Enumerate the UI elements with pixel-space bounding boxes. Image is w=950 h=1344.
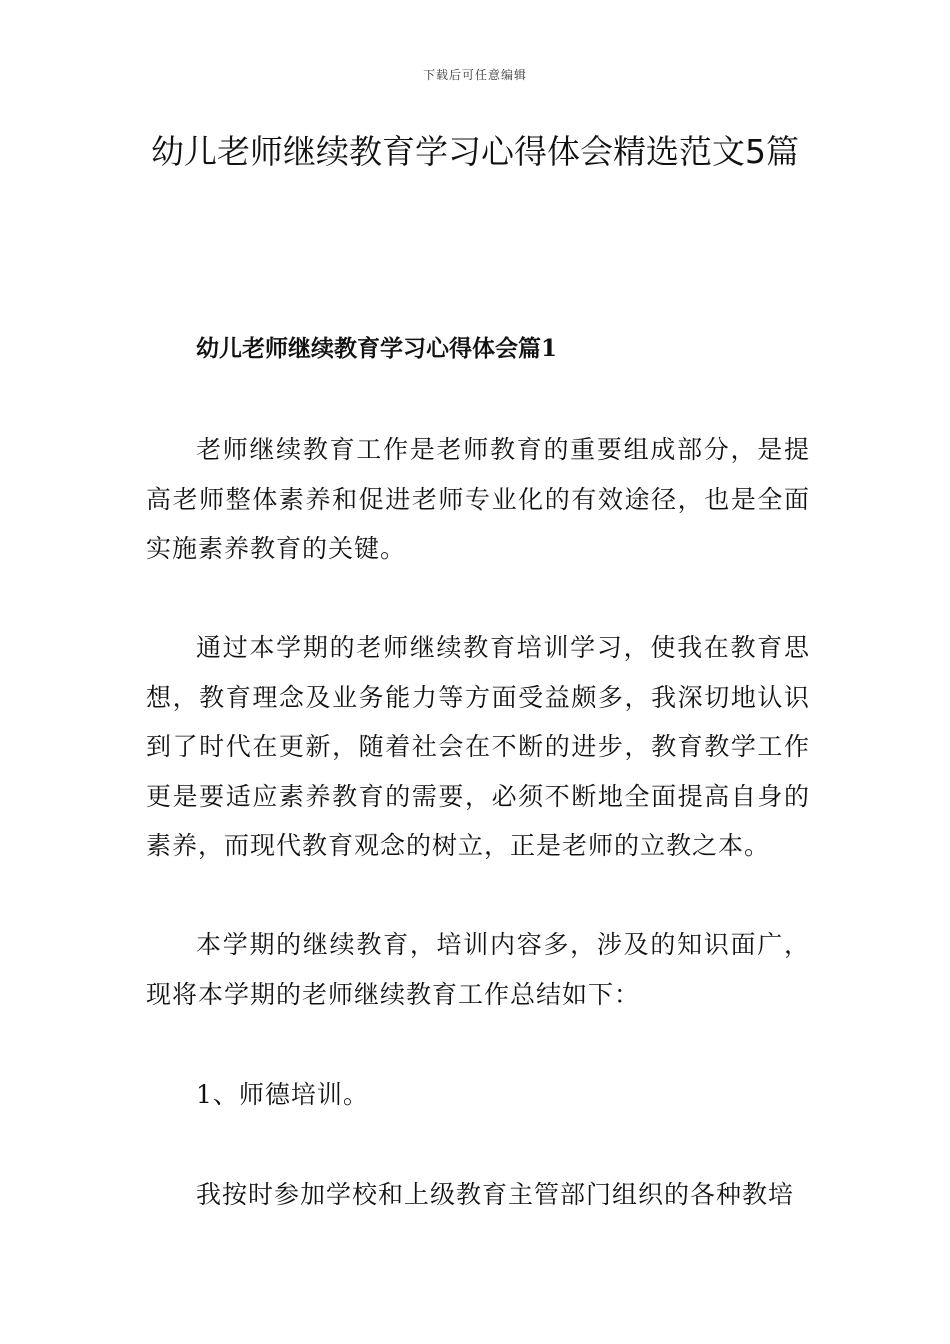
paragraph-5: 我按时参加学校和上级教育主管部门组织的各种教培 [196, 1180, 795, 1209]
paragraph-1: 老师继续教育工作是老师教育的重要组成部分，是提高老师整体素养和促进老师专业化的有效途径，也是全面实施素养教育的关键。 [146, 435, 810, 563]
paragraph-2: 通过本学期的老师继续教育培训学习，使我在教育思想，教育理念及业务能力等方面受益颇多，我深切地认识到了时代在更新，随着社会在不断的进步，教育教学工作更是要适应素养教育的需要，必须不断地全面提高自身的素养，而现代教育观念的树立，正是老师的立教之本。 [146, 633, 810, 860]
header-note: 下载后可任意编辑 [422, 68, 527, 82]
paragraph-3: 本学期的继续教育，培训内容多，涉及的知识面广，现将本学期的老师继续教育工作总结如下： [146, 930, 810, 1009]
paragraph-4: 1、师德培训。 [196, 1080, 369, 1109]
document-title: 幼儿老师继续教育学习心得体会精选范文5篇 [151, 132, 799, 171]
section-heading: 幼儿老师继续教育学习心得体会篇1 [196, 335, 558, 362]
